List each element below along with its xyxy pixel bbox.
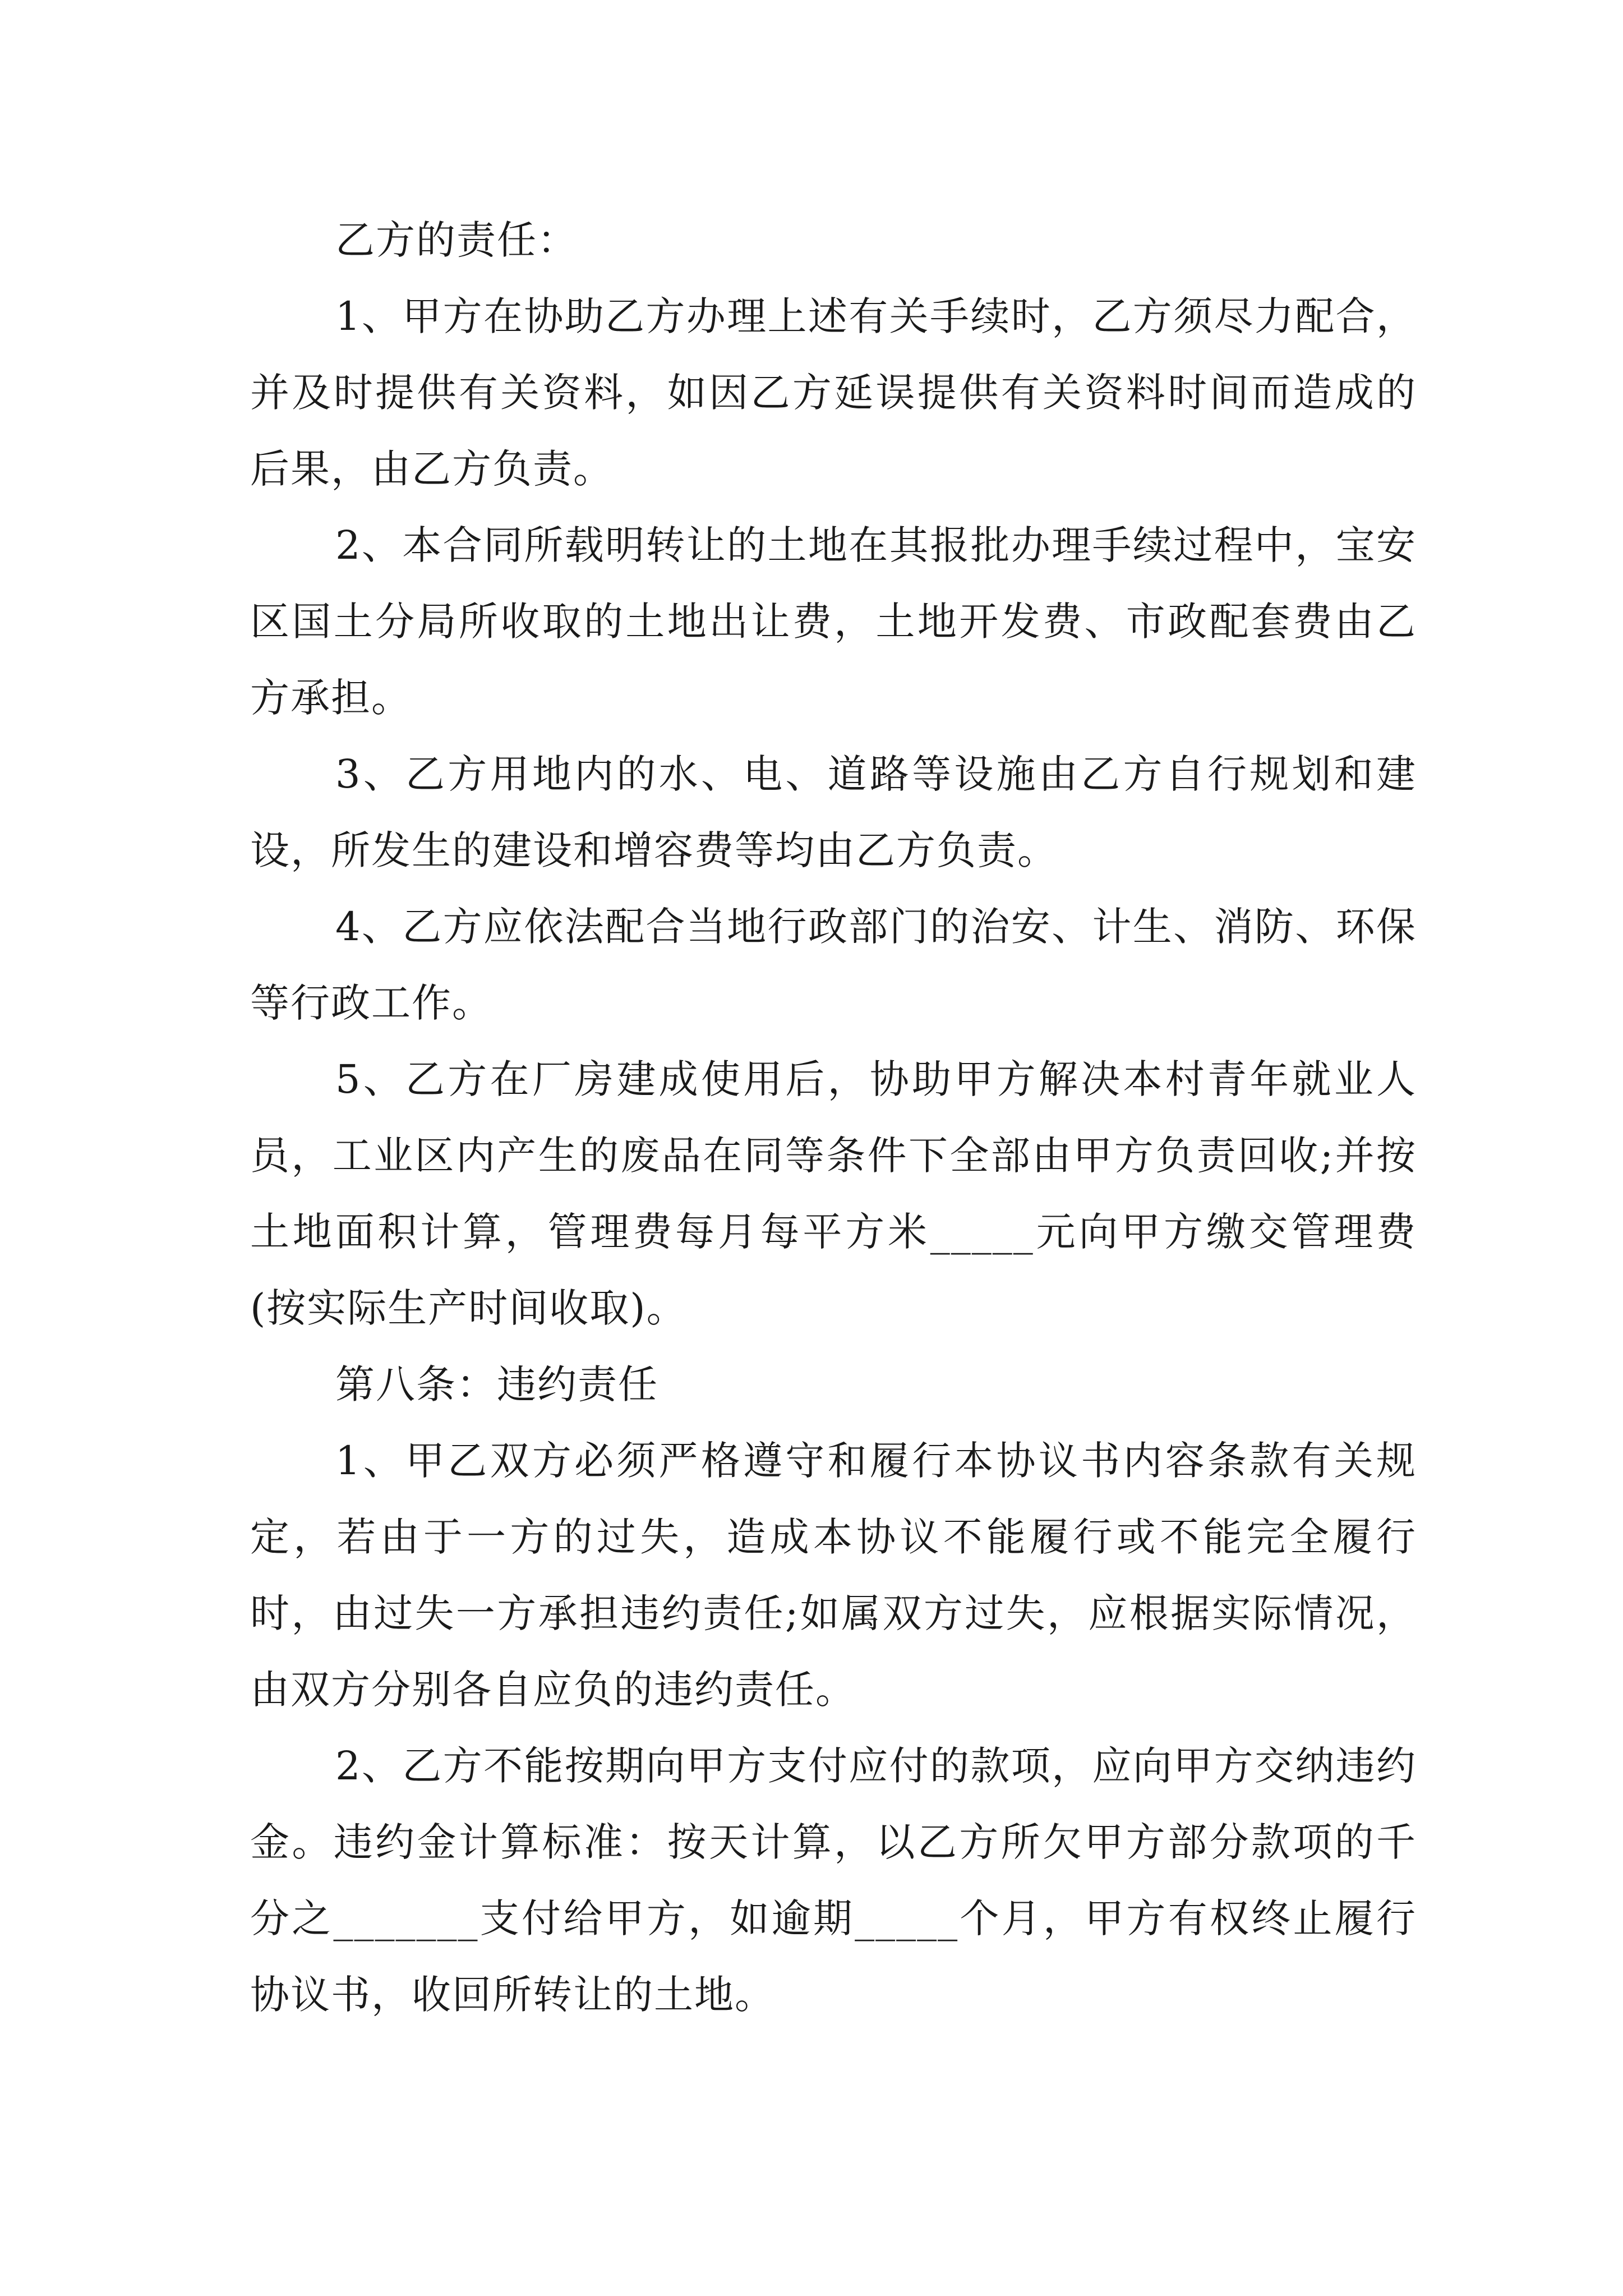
section-heading-article-8: 第八条：违约责任: [335, 1361, 658, 1407]
paragraph-clause-4: 4、乙方应依法配合当地行政部门的治安、计生、消防、环保等行政工作。: [250, 904, 1417, 1026]
paragraph-breach-clause-2: 2、乙方不能按期向甲方支付应付的款项，应向甲方交纳违约金。违约金计算标准：按天计算，以乙方所欠甲方部分款项的千分之_______支付给甲方，如逾期_____个月，甲方有权终止履行协议书，收回所转让的土地。: [250, 1743, 1417, 2018]
paragraph-clause-2: 2、本合同所载明转让的土地在其报批办理手续过程中，宝安区国土分局所收取的土地出让费，土地开发费、市政配套费由乙方承担。: [250, 522, 1417, 721]
paragraph-clause-5: 5、乙方在厂房建成使用后，协助甲方解决本村青年就业人员，工业区内产生的废品在同等条件下全部由甲方负责回收;并按土地面积计算，管理费每月每平方米_____元向甲方缴交管理费(按实际生产时间收取)。: [250, 1056, 1417, 1331]
paragraph-clause-3: 3、乙方用地内的水、电、道路等设施由乙方自行规划和建设，所发生的建设和增容费等均由乙方负责。: [250, 751, 1417, 873]
document-body: [250, 202, 1417, 2033]
paragraph-party-b-responsibilities-heading: 乙方的责任：: [335, 217, 578, 263]
paragraph-clause-1: 1、甲方在协助乙方办理上述有关手续时，乙方须尽力配合，并及时提供有关资料，如因乙方延误提供有关资料时间而造成的后果，由乙方负责。: [250, 293, 1417, 492]
paragraph-breach-clause-1: 1、甲乙双方必须严格遵守和履行本协议书内容条款有关规定，若由于一方的过失，造成本协议不能履行或不能完全履行时，由过失一方承担违约责任;如属双方过失，应根据实际情况，由双方分别各自应负的违约责任。: [250, 1438, 1417, 1713]
